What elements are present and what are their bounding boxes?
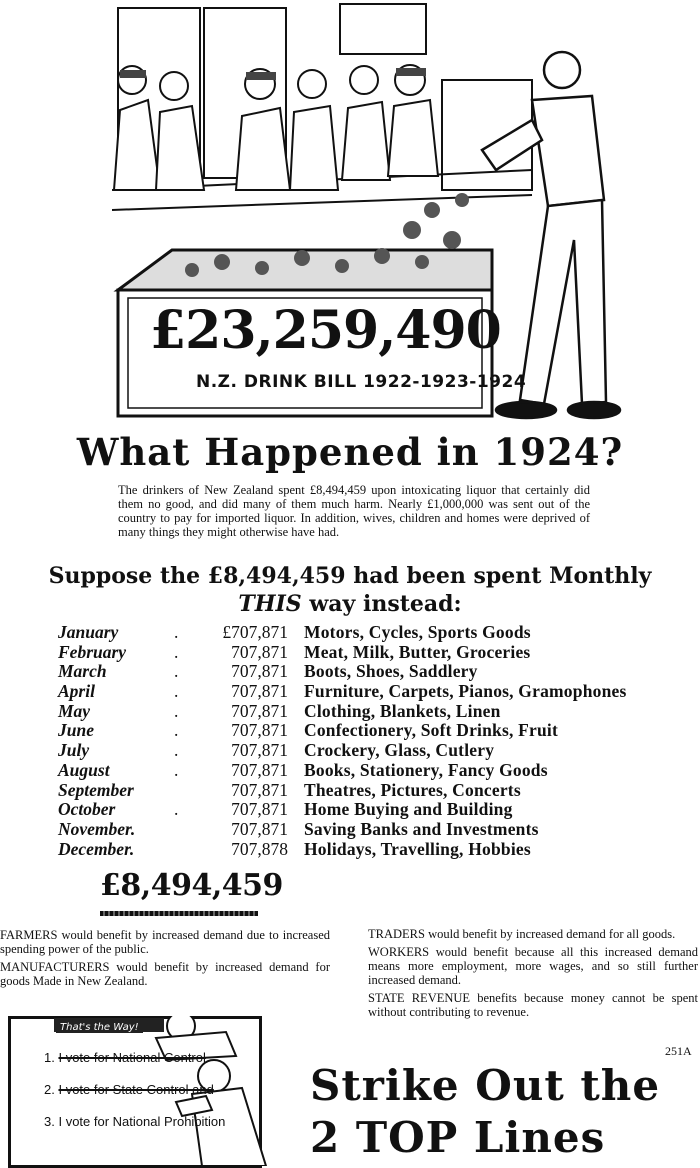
month-dot: .	[174, 661, 179, 682]
strike-line-2: 2 TOP Lines	[310, 1113, 606, 1162]
month-name: January	[58, 622, 119, 642]
month-dot	[174, 781, 192, 801]
month-amount: 707,871	[231, 641, 288, 662]
strike-out-heading	[310, 1060, 700, 1164]
traders-paragraph: TRADERS would benefit by increased demand for all goods.	[368, 927, 676, 941]
intro-paragraph: The drinkers of New Zealand spent £8,494,459 upon intoxicating liquor that certainly did them no good, and did many of them much harm. Nearly £1,000,000 was sent out of the country to pay for imported liquor. In addition, wives, children and homes were deprived of many things they might otherwise have had.	[118, 483, 590, 539]
drink-bill-amount: £23,259,490	[150, 300, 501, 361]
ballot-line-3	[44, 1114, 225, 1129]
month-amount: 707,871	[231, 818, 288, 839]
month-amount: 707,871	[231, 661, 288, 682]
manufacturers-paragraph: MANUFACTURERS would benefit by increased demand for goods Made in New Zealand.	[0, 960, 330, 988]
month-dot	[174, 840, 192, 860]
farmers-paragraph: FARMERS would benefit by increased demand due to increased spending power of the public.	[0, 928, 330, 956]
month-dot: .	[174, 681, 179, 702]
left-benefits-column	[0, 928, 330, 992]
suppose-line-2	[0, 590, 700, 618]
suppose-line-2-rest: way instead:	[301, 591, 462, 617]
month-row	[58, 781, 658, 801]
month-description: Boots, Shoes, Saddlery	[304, 661, 478, 682]
right-benefits-column	[368, 927, 698, 1023]
month-dot: .	[174, 641, 179, 662]
month-description: Books, Stationery, Fancy Goods	[304, 759, 548, 780]
month-name: October	[58, 799, 116, 820]
state-revenue-paragraph: STATE REVENUE benefits because money cannot be spent without contributing to revenue.	[368, 991, 698, 1019]
month-dot	[174, 820, 192, 840]
month-name: July	[58, 740, 90, 761]
month-row	[58, 643, 658, 663]
suppose-heading	[0, 562, 700, 618]
month-name: May	[58, 700, 91, 721]
strike-line-1: Strike Out the	[310, 1061, 661, 1110]
month-row	[58, 840, 658, 860]
suppose-emphasis: THIS	[238, 591, 302, 617]
ballot-line-1-number: 1.	[44, 1050, 55, 1065]
month-amount: 707,871	[231, 720, 288, 741]
ballot-line-3-number: 3.	[44, 1114, 55, 1129]
month-name: September	[58, 779, 134, 800]
month-row	[58, 662, 658, 682]
monthly-spending-list	[58, 623, 658, 859]
month-name: December.	[58, 838, 135, 859]
month-amount: 707,871	[231, 799, 288, 820]
month-dot: .	[174, 720, 179, 741]
month-dot: .	[174, 740, 179, 761]
month-dot: .	[174, 700, 179, 721]
month-description: Confectionery, Soft Drinks, Fruit	[304, 720, 559, 741]
month-row	[58, 702, 658, 722]
headline: What Happened in 1924?	[76, 430, 624, 474]
ballot-line-2-text: I vote for State Control and	[58, 1082, 214, 1097]
month-description: Clothing, Blankets, Linen	[304, 700, 501, 721]
workers-paragraph: WORKERS would benefit because all this increased demand means more employment, more wages, and so still further increased demand.	[368, 945, 698, 987]
month-description: Motors, Cycles, Sports Goods	[304, 622, 531, 642]
month-dot: .	[174, 759, 179, 780]
month-description: Meat, Milk, Butter, Groceries	[304, 641, 531, 662]
month-amount: 707,871	[231, 681, 288, 702]
month-description: Home Buying and Building	[304, 799, 513, 820]
ballot-line-1-text: I vote for National Control	[58, 1050, 206, 1065]
month-amount: 707,878	[231, 838, 288, 859]
month-amount: 707,871	[231, 700, 288, 721]
drink-bill-caption: N.Z. DRINK BILL 1922-1923-1924	[196, 372, 527, 392]
month-description: Holidays, Travelling, Hobbies	[304, 838, 531, 859]
month-row	[58, 800, 658, 820]
ballot-line-1	[44, 1050, 206, 1065]
month-row	[58, 721, 658, 741]
month-description: Saving Banks and Investments	[304, 818, 539, 839]
ballot-line-2	[44, 1082, 214, 1097]
month-amount: 707,871	[231, 740, 288, 761]
month-name: April	[58, 681, 95, 702]
ballot-line-2-number: 2.	[44, 1082, 55, 1097]
ballot-line-3-text: I vote for National Prohibition	[58, 1114, 226, 1129]
total-underline	[100, 911, 258, 916]
month-description: Furniture, Carpets, Pianos, Gramophones	[304, 681, 627, 702]
total-amount: £8,494,459	[100, 868, 283, 903]
month-description: Theatres, Pictures, Concerts	[304, 779, 521, 800]
ballot-heading: That's the Way!	[56, 1022, 143, 1033]
month-row	[58, 761, 658, 781]
ad-reference-number: 251A	[665, 1044, 692, 1058]
month-name: March	[58, 661, 107, 682]
month-amount: £707,871	[222, 622, 288, 642]
month-name: February	[58, 641, 127, 662]
suppose-line-1: Suppose the £8,494,459 had been spent Monthly	[48, 563, 652, 589]
month-row	[58, 682, 658, 702]
month-amount: 707,871	[231, 779, 288, 800]
month-row	[58, 623, 658, 643]
month-description: Crockery, Glass, Cutlery	[304, 740, 495, 761]
month-name: November.	[58, 818, 136, 839]
month-name: August	[58, 759, 110, 780]
month-row	[58, 820, 658, 840]
month-row	[58, 741, 658, 761]
month-amount: 707,871	[231, 759, 288, 780]
month-dot: .	[174, 799, 179, 820]
month-name: June	[58, 720, 94, 741]
month-dot: .	[174, 622, 179, 642]
bar-scene-illustration	[112, 0, 632, 430]
